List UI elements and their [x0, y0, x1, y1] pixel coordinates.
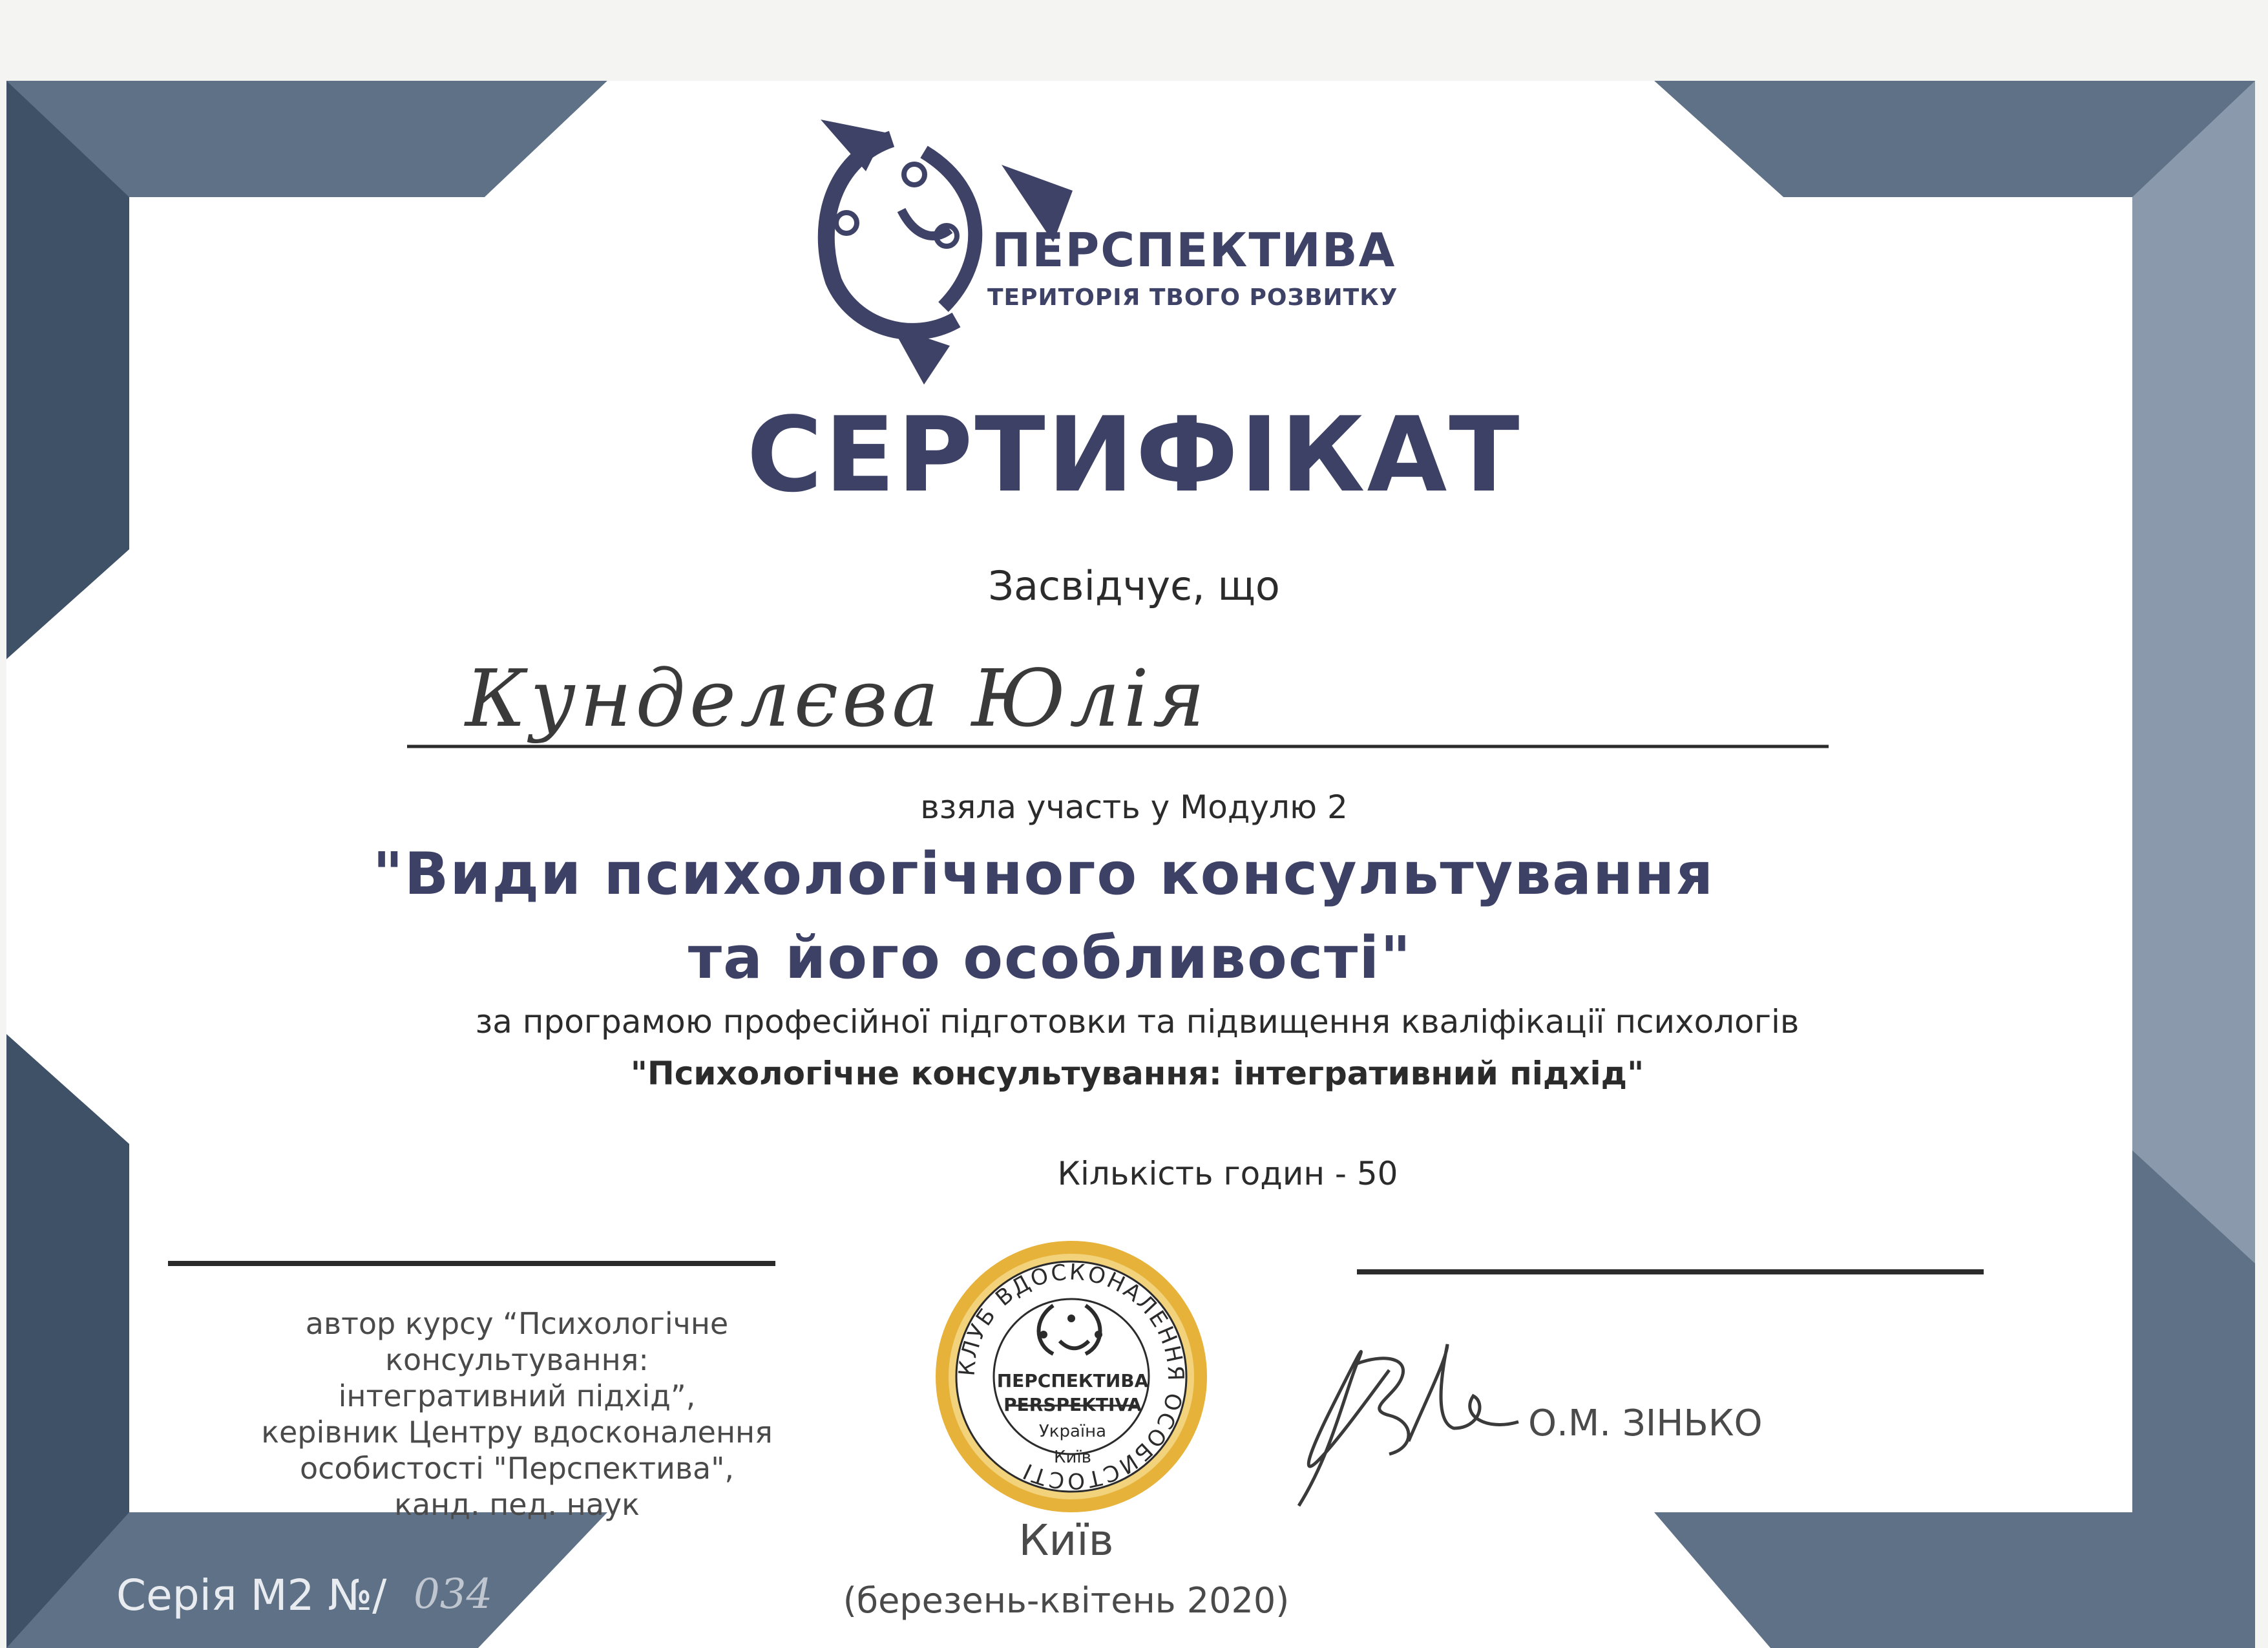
- certifies-text: Засвідчує, що: [988, 562, 1280, 609]
- seal-ring-text: [936, 1241, 1207, 1512]
- series-number: 034: [414, 1570, 493, 1618]
- participation-text: взяла участь у Модулю 2: [920, 788, 1348, 826]
- scan-margin-top: [0, 0, 2268, 81]
- author-line: керівник Центру вдосконалення: [261, 1415, 773, 1450]
- module-title-line2: та його особливості": [688, 924, 1412, 992]
- city: Київ: [1018, 1516, 1114, 1565]
- author-line: автор курсу “Психологічне: [305, 1306, 729, 1341]
- author-line: консультування:: [385, 1342, 649, 1377]
- module-title-line1: "Види психологічного консультування: [372, 840, 1715, 908]
- seal-city: Київ: [1054, 1448, 1091, 1467]
- program-description: за програмою професійної підготовки та підвищення кваліфікації психологів: [475, 1003, 1800, 1041]
- series-label: Серія М2 №/: [116, 1570, 387, 1620]
- certificate-title: СЕРТИФІКАТ: [746, 394, 1522, 515]
- author-credentials: [162, 1305, 872, 1523]
- brand-tagline: ТЕРИТОРІЯ ТВОГО РОЗВИТКУ: [987, 284, 1398, 311]
- brand-name: ПЕРСПЕКТИВА: [992, 223, 1396, 277]
- hours-count: Кількість годин - 50: [1057, 1155, 1398, 1192]
- author-line: канд. пед. наук: [394, 1487, 640, 1522]
- signer-name: О.М. ЗІНЬКО: [1528, 1402, 1763, 1444]
- seal-name-en: PERSPEKTIVA: [1003, 1394, 1142, 1415]
- svg-text:КЛУБ ВДОСКОНАЛЕННЯ ОСОБИСТОСТІ: КЛУБ ВДОСКОНАЛЕННЯ ОСОБИСТОСТІ: [954, 1259, 1189, 1494]
- seal-name-ua: ПЕРСПЕКТИВА: [996, 1370, 1149, 1391]
- program-name: "Психологічне консультування: інтегративний підхід": [630, 1055, 1644, 1092]
- author-line: інтегративний підхід”,: [338, 1379, 696, 1413]
- period: (березень-квітень 2020): [843, 1580, 1290, 1621]
- author-line: особистості "Перспектива",: [299, 1451, 735, 1486]
- participant-name: Кунделєва Юлія: [465, 653, 1209, 745]
- seal-country: Україна: [1038, 1422, 1107, 1441]
- paper-top-cut-fill: [485, 81, 1783, 197]
